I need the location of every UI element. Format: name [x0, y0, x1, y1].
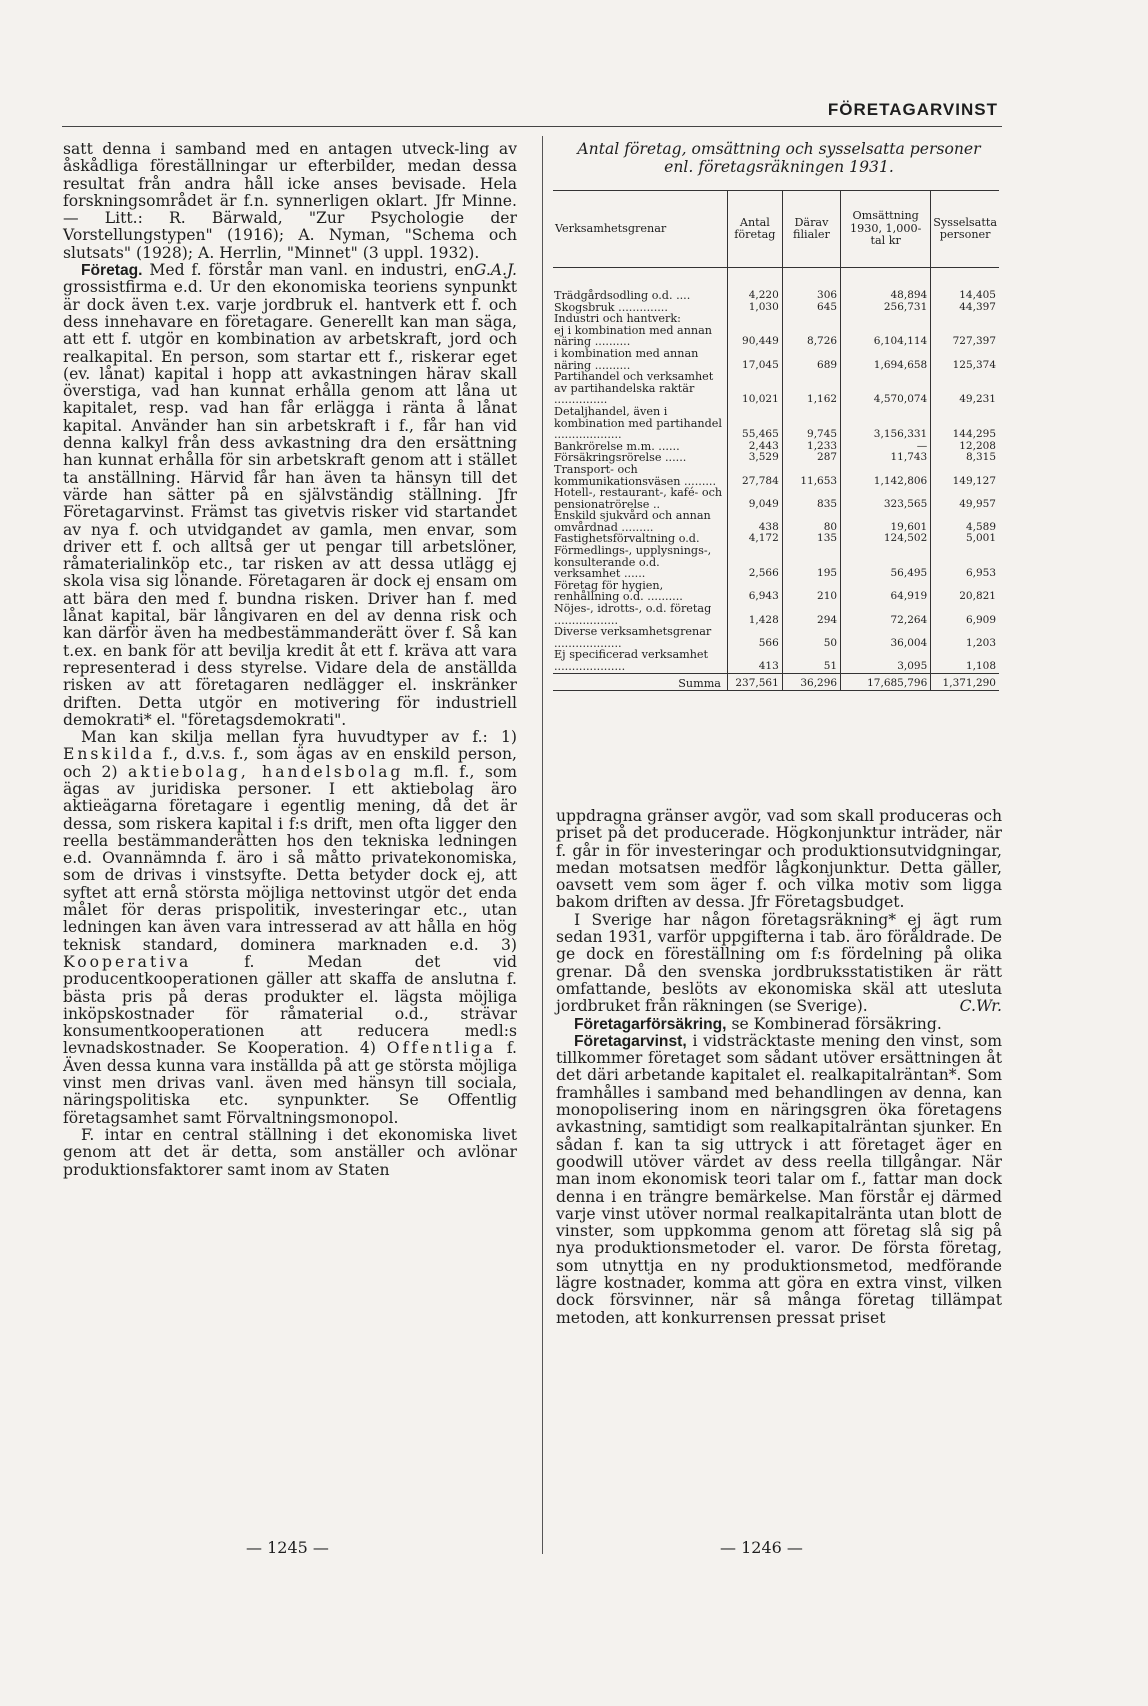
table-cell: 6,943	[727, 580, 782, 603]
table-cell: 1,162	[782, 371, 840, 406]
table-cell: 49,231	[931, 371, 999, 406]
table-cell: 1,203	[931, 626, 999, 649]
table-cell: 195	[782, 545, 840, 580]
table-cell: 50	[782, 626, 840, 649]
table-cell: 2,566	[727, 545, 782, 580]
row-label: Nöjes-, idrotts-, o.d. företag ..................	[554, 602, 712, 627]
table-sum-row	[553, 673, 999, 690]
page-number-left: — 1245 —	[246, 1538, 329, 1557]
table-cell: 438	[727, 510, 782, 533]
table-cell: 44,397	[931, 302, 999, 314]
row-label: Företag för hygien, renhållning o.d. ..........	[554, 578, 683, 604]
table-cell: 294	[782, 603, 840, 626]
table-cell: 51	[782, 649, 840, 673]
table-cell: 14,405	[931, 290, 999, 302]
table-row	[553, 510, 999, 533]
entry-headword: Företagarvinst,	[574, 1032, 687, 1050]
table-cell: 80	[782, 510, 840, 533]
table-cell	[931, 313, 999, 325]
table-cell: 6,953	[931, 545, 999, 580]
table-cell: 48,894	[841, 290, 931, 302]
entry-text: Med f. förstår man vanl. en industri, en grossistfirma e.d. Ur den ekonomiska teoriens synpunkt är dock även t.ex. varje jordbruk el. hantverk ett f. och dess innehavare en företagare. Generellt kan man säga, att ett f. utgör en kombination av arbetskraft, jord och realkapital. En person, som startar ett f., riskerar eget (ev. lånat) kapital i hopp att avkastningen härav skall överstiga, vad han kunnat erhålla genom att låna ut kapitalet, resp. vad han får erlägga i ränta å lånat kapital. Använder han sin arbetskraft i f., får han vid denna kalkyl från dess avkastning dra den ersättning han kunnat erhålla för sin arbetskraft genom att i stället ta anställning. Härvid får han även ta hänsyn till det värde han sätter på en självständig ställning. Jfr Företagarvinst. Främst tas givetvis risker vid startandet av nya f. och utvidgandet av gamla, men envar, som driver ett f. och alltså ger ut pengar till arbetslöner, råmaterialinköp etc., tar risken av att dessa utlägg ej skola visa sig lönande. Företagaren är dock ej ensam om att bära den med f. bundna risken. Driver han f. med lånat kapital, bär långivaren en del av denna risk och kan därför även ha medbestämmanderätt över f. Så kan t.ex. en bank för att bevilja kredit åt ett f. kräva att vara representerad i dess styrelse. Vidare dela de anställda risken av att företagaren nedlägger el. inskränker driften. Detta utgör en motivering för industriell demokrati* el. "företagsdemokrati".	[63, 261, 517, 729]
paragraph-continuation: uppdragna gränser avgör, vad som skall produceras och priset på det producerade. Högkonjunktur inträder, när f. går in för investeringar och produktionsutvidgningar, medan motsatsen medför lågkonjunktur. Detta gäller, oavsett vem som äger f. och vilka motiv som ligga bakom driften av dessa. Jfr Företagsbudget.	[556, 807, 1002, 912]
table-cell: 8,315	[931, 452, 999, 464]
table-cell: 4,589	[931, 510, 999, 533]
table-row	[553, 603, 999, 626]
table-row	[553, 325, 999, 348]
table-cell: 5,001	[931, 533, 999, 545]
table-row	[553, 545, 999, 580]
table-row	[553, 580, 999, 603]
text-span: f., d.v.s. f., som ägas av en enskild person, och 2)	[63, 745, 517, 781]
row-label: Bankrörelse m.m. ......	[554, 439, 680, 453]
table-cell: 4,220	[727, 290, 782, 302]
table-cell: 10,021	[727, 371, 782, 406]
table-cell: 9,745	[782, 406, 840, 441]
table-row	[553, 290, 999, 302]
row-label: Trädgårdsodling o.d. ....	[554, 289, 691, 302]
table-cell: 1,108	[931, 649, 999, 673]
entry-text: i vidsträcktaste mening den vinst, som tillkommer företaget som sådant utöver ersättningen åt det däri arbetande kapitalet el. realkapitalräntan*. Som framhålles i samband med behandlingen av denna, kan monopolisering inom en näringsgren öka företagens avkastning, samtidigt som realkapitalräntan sjunker. En sådan f. kan ta sig uttryck i att företaget äger en goodwill utöver värdet av dess reella tillgångar. När man inom ekonomisk teori talar om f., fattar man dock denna i en trängre bemärkelse. Man förstår ej därmed varje vinst utöver normal realkapitalränta utan blott de vinster, som uppkomma genom att företag slå sig på nya produktionsmetoder el. varor. De första företag, som utnyttja en ny produktionsmetod, medförande lägre kostnader, komma att göra en extra vinst, vilken dock försvinner, när så många företag tillämpat metoden, att konkurrensen pressat priset	[556, 1031, 1002, 1327]
row-label: Industri och hantverk:	[554, 312, 681, 326]
signature: G.A.J.	[473, 261, 517, 280]
type-term: aktiebolag, handelsbolag	[127, 762, 404, 781]
table-cell: 124,502	[841, 533, 931, 545]
entry-foretagarvinst	[556, 1033, 1002, 1327]
table-cell: 3,529	[727, 452, 782, 464]
table-cell: 12,208	[931, 441, 999, 453]
left-column	[63, 141, 517, 1179]
table-cell: 64,919	[841, 580, 931, 603]
table-cell: 72,264	[841, 603, 931, 626]
table-header-row	[553, 191, 999, 268]
table-row	[553, 464, 999, 487]
table-cell: 4,172	[727, 533, 782, 545]
table-cell: 645	[782, 302, 840, 314]
table-spacer	[553, 268, 999, 291]
entry-headword: Företag.	[81, 262, 143, 280]
row-label: Försäkringsrörelse ......	[554, 451, 687, 465]
table-cell: —	[841, 441, 931, 453]
table-cell: 9,049	[727, 487, 782, 510]
text-span: Man kan skilja mellan fyra huvudtyper av f.: 1)	[81, 728, 517, 747]
text-span: f. Även dessa kunna vara inställda på att ge största möjliga vinst men drivas vanl. även med hänsyn till sociala, näringspolitiska etc. synpunkter. Se Offentlig företagsamhet samt Förvaltningsmonopol.	[63, 1039, 517, 1127]
table-cell: 6,909	[931, 603, 999, 626]
row-label: Transport- och kommunikationsväsen .........	[554, 462, 717, 488]
table-cell: 27,784	[727, 464, 782, 487]
table-row	[553, 487, 999, 510]
row-label: Hotell-, restaurant-, kafé- och pensionatrörelse ..	[554, 486, 723, 511]
table-cell: 125,374	[931, 348, 999, 371]
signature: C.Wr.	[959, 997, 1002, 1016]
sum-cell: 1,371,290	[931, 673, 999, 690]
row-label: i kombination med annan näring ..........	[554, 346, 699, 372]
text-span: f. Medan det vid producentkooperationen gäller att skaffa de anslutna f. bästa pris på deras produkter el. lägsta möjliga inköpskostnader för råmaterial o.d., strävar konsumentkooperationen att reducera medl:s levnadskostnader. Se Kooperation. 4)	[63, 952, 517, 1058]
table-cell: 3,095	[841, 649, 931, 673]
sum-cell: 237,561	[727, 673, 782, 690]
right-column	[556, 808, 1002, 1327]
paragraph-types	[63, 729, 517, 1127]
table-cell: 256,731	[841, 302, 931, 314]
row-label: Ej specificerad verksamhet ....................	[554, 648, 709, 673]
row-label: Diverse verksamhetsgrenar ...................	[554, 625, 712, 650]
type-term: Kooperativa	[63, 952, 192, 971]
table-row	[553, 348, 999, 371]
table-cell: 210	[782, 580, 840, 603]
column-header: Verksamhetsgrenar	[553, 191, 727, 268]
table-cell: 8,726	[782, 325, 840, 348]
paragraph-text: I Sverige har någon företagsräkning* ej ägt rum sedan 1931, varför uppgifterna i tab. äro föråldrade. De ge dock en föreställning om f:s fördelning på olika grenar. Då den svenska jordbruksstatistiken är rätt omfattande, beslöts av ekonomiska skäl att utesluta jordbruket från räkningen (se Sverige).	[556, 910, 1002, 1016]
table-cell: 566	[727, 626, 782, 649]
table-title	[556, 140, 1002, 176]
table-cell: 306	[782, 290, 840, 302]
paragraph-central: F. intar en central ställning i det ekonomiska livet genom att det är detta, som anställer och avlönar produktionsfaktorer samt inom av Staten	[63, 1125, 517, 1179]
table-cell: 1,428	[727, 603, 782, 626]
header-rule	[62, 126, 1002, 127]
table-cell: 4,570,074	[841, 371, 931, 406]
table-cell: 323,565	[841, 487, 931, 510]
row-label: Enskild sjukvård och annan omvårdnad .........	[554, 509, 711, 534]
table-cell: 1,233	[782, 441, 840, 453]
table-cell: 689	[782, 348, 840, 371]
type-term: Enskilda	[63, 745, 156, 764]
table-cell: 413	[727, 649, 782, 673]
table-cell: 3,156,331	[841, 406, 931, 441]
table-cell: 135	[782, 533, 840, 545]
table-cell	[841, 313, 931, 325]
sum-cell: 36,296	[782, 673, 840, 690]
table-cell: 19,601	[841, 510, 931, 533]
table-cell: 11,653	[782, 464, 840, 487]
table-row	[553, 371, 999, 406]
column-header: Därav filialer	[782, 191, 840, 268]
table-row	[553, 626, 999, 649]
text-span: m.fl. f., som ägas av juridiska personer. I ett aktiebolag äro aktieägarna företagare i egentlig mening, då det är dessa, som riskera kapital i f:s drift, men ofta ligger den reella bestämmanderätten hos den tekniska ledningen e.d. Ovannämnda f. äro i så måtto privatekonomiska, som de drivas i vinstsyfte. Detta betyder dock ej, att syftet att ernå största möjliga nettovinst utgör det enda målet för deras prispolitik, investeringar etc., utan ledningen kan även vara intresserad av att hålla en hög teknisk standard, dominera marknaden e.d. 3)	[63, 762, 517, 954]
table-cell	[782, 313, 840, 325]
table-cell: 1,142,806	[841, 464, 931, 487]
column-header: Omsättning 1930, 1,000-tal kr	[841, 191, 931, 268]
table-cell: 36,004	[841, 626, 931, 649]
table-cell: 2,443	[727, 441, 782, 453]
table-cell: 835	[782, 487, 840, 510]
type-term: Offentliga	[386, 1039, 496, 1058]
column-header: Sysselsatta personer	[931, 191, 999, 268]
table-cell: 20,821	[931, 580, 999, 603]
column-header: Antal företag	[727, 191, 782, 268]
row-label: Skogsbruk ..............	[554, 300, 668, 314]
statistics-table	[553, 190, 999, 691]
running-head: FÖRETAGARVINST	[827, 100, 998, 119]
table-cell: 17,045	[727, 348, 782, 371]
table-cell: 49,957	[931, 487, 999, 510]
table-title-line: Antal företag, omsättning och sysselsatta personer	[577, 140, 981, 158]
table-cell: 56,495	[841, 545, 931, 580]
page-number-right: — 1246 —	[720, 1538, 803, 1557]
table-cell: 55,465	[727, 406, 782, 441]
table-cell: 287	[782, 452, 840, 464]
entry-text: se Kombinerad försäkring.	[726, 1014, 942, 1033]
row-label: Förmedlings-, upplysnings-, konsulterande o.d. verksamhet ......	[554, 544, 712, 581]
table-cell	[727, 313, 782, 325]
table-cell: 90,449	[727, 325, 782, 348]
table-title-line: enl. företagsräkningen 1931.	[664, 158, 894, 176]
column-divider	[542, 136, 543, 1554]
table-row	[553, 649, 999, 673]
entry-headword: Företagarförsäkring,	[574, 1015, 727, 1033]
row-label: ej i kombination med annan näring ..........	[554, 323, 712, 349]
row-label: Fastighetsförvaltning o.d.	[554, 532, 700, 546]
table-cell: 11,743	[841, 452, 931, 464]
table-cell: 1,694,658	[841, 348, 931, 371]
table-cell: 6,104,114	[841, 325, 931, 348]
table-cell: 727,397	[931, 325, 999, 348]
sum-label: Summa	[553, 673, 727, 690]
entry-foretagarforsakring	[556, 1016, 1002, 1033]
entry-foretag	[63, 262, 517, 729]
row-label: Detaljhandel, även i kombination med partihandel ...................	[554, 404, 722, 442]
table-row	[553, 406, 999, 441]
sum-cell: 17,685,796	[841, 673, 931, 690]
table-cell: 149,127	[931, 464, 999, 487]
row-label: Partihandel och verksamhet av partihandelska raktär ...............	[554, 370, 714, 407]
table-cell: 1,030	[727, 302, 782, 314]
paragraph-text: satt denna i samband med en antagen utveck-ling av åskådliga föreställningar ur efterbilder, medan dessa resultat från andra håll icke anses bevisade. Hela forskningsområdet är f.n. synnerligen oklart. Jfr Minne. — Litt.: R. Bärwald, "Zur Psychologie der Vorstellungstypen" (1916); A. Nyman, "Schema och slutsats" (1928); A. Herrlin, "Minnet" (3 uppl. 1932).	[63, 140, 517, 262]
paragraph-census	[556, 912, 1002, 1016]
table-cell: 144,295	[931, 406, 999, 441]
